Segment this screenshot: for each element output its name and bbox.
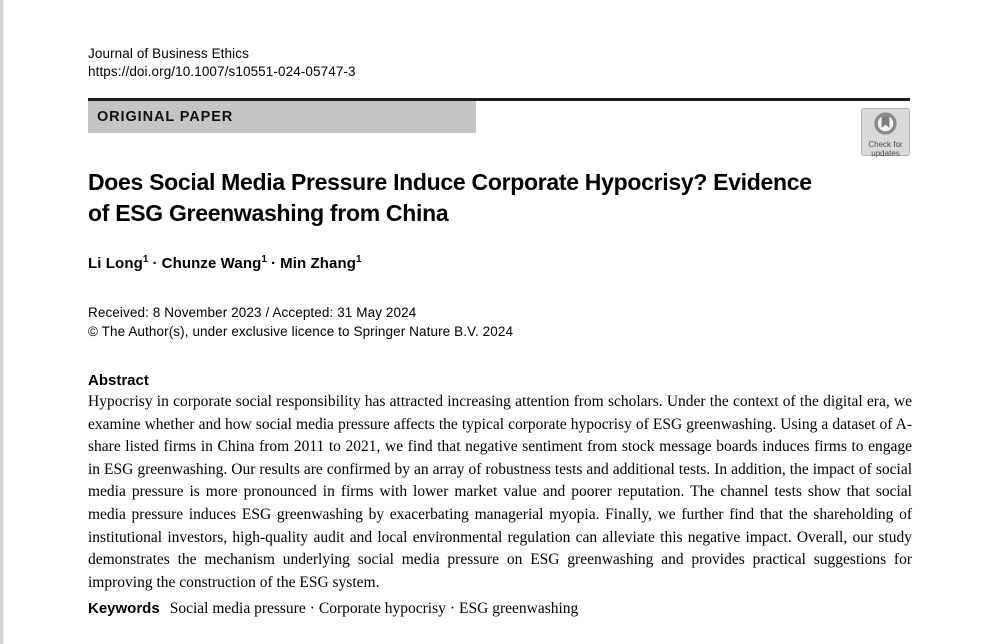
author-name: Chunze Wang$^1$ bbox=[161, 254, 268, 272]
journal-title: Journal of Business Ethics bbox=[88, 46, 249, 61]
abstract-text: Hypocrisy in corporate social responsibility has attracted increasing attention from scholars. Under the context of the digital era, we examine whether and how social media pressure affects the typical corporate hypocrisy of ESG greenwashing. Using a dataset of A-share listed firms in China from 2011 to 2021, we find that negative sentiment from stock message boards induces firms to engage in ESG greenwashing. Our results are confirmed by an array of robustness tests and additional tests. In addition, the impact of social media pressure is more pronounced in firms with lower market value and poorer reputation. The channel tests show that social media pressure induces ESG greenwashing by exacerbating managerial myopia. Finally, we further find that the shareholding of institutional investors, high-quality audit and local environmental regulation can alleviate this negative impact. Overall, our study demonstrates the mechanism underlying social media pressure on ESG greenwashing and provides practical suggestions for improving the construction of the ESG system. bbox=[88, 393, 912, 591]
keywords-text bbox=[170, 600, 579, 617]
crossmark-icon bbox=[873, 111, 898, 141]
keywords-label: Keywords bbox=[88, 600, 160, 617]
paper-title bbox=[88, 167, 868, 228]
abstract-heading: Abstract bbox=[88, 372, 149, 389]
keyword-separator: · bbox=[449, 600, 456, 617]
affiliation-mark: 1 bbox=[261, 254, 268, 265]
author-name: Min Zhang$^1$ bbox=[280, 254, 362, 272]
affiliation-mark: 1 bbox=[142, 254, 149, 265]
keywords-line bbox=[88, 600, 578, 618]
keyword: ESG greenwashing bbox=[459, 600, 579, 617]
doi-link[interactable]: https://doi.org/10.1007/s10551-024-05747-3 bbox=[88, 64, 356, 79]
article-type-banner bbox=[88, 101, 476, 133]
check-for-updates-text-line1: Check for bbox=[868, 140, 903, 149]
keyword: Social media pressure bbox=[169, 600, 306, 617]
article-history bbox=[88, 304, 513, 341]
copyright-notice: © The Author(s), under exclusive licence to Springer Nature B.V. 2024 bbox=[88, 323, 514, 339]
authors-line bbox=[88, 255, 362, 272]
journal-header bbox=[88, 45, 356, 81]
check-for-updates-text-line2: updates bbox=[871, 148, 900, 158]
page-left-edge bbox=[0, 0, 4, 644]
affiliation-mark: 1 bbox=[356, 254, 362, 265]
article-type-label: ORIGINAL PAPER bbox=[97, 109, 234, 125]
check-for-updates-badge[interactable] bbox=[861, 108, 910, 156]
author-separator: · bbox=[152, 255, 158, 272]
received-accepted-dates: Received: 8 November 2023 / Accepted: 31 May 2024 bbox=[88, 305, 417, 320]
paper-title-line2: of ESG Greenwashing from China bbox=[88, 199, 449, 226]
keyword: Corporate hypocrisy bbox=[318, 600, 446, 617]
author-separator: · bbox=[271, 255, 277, 272]
author-name: Li Long$^1$ bbox=[88, 254, 149, 272]
keyword-separator: · bbox=[309, 600, 315, 617]
paper-title-line1: Does Social Media Pressure Induce Corporate Hypocrisy? Evidence bbox=[88, 169, 812, 195]
